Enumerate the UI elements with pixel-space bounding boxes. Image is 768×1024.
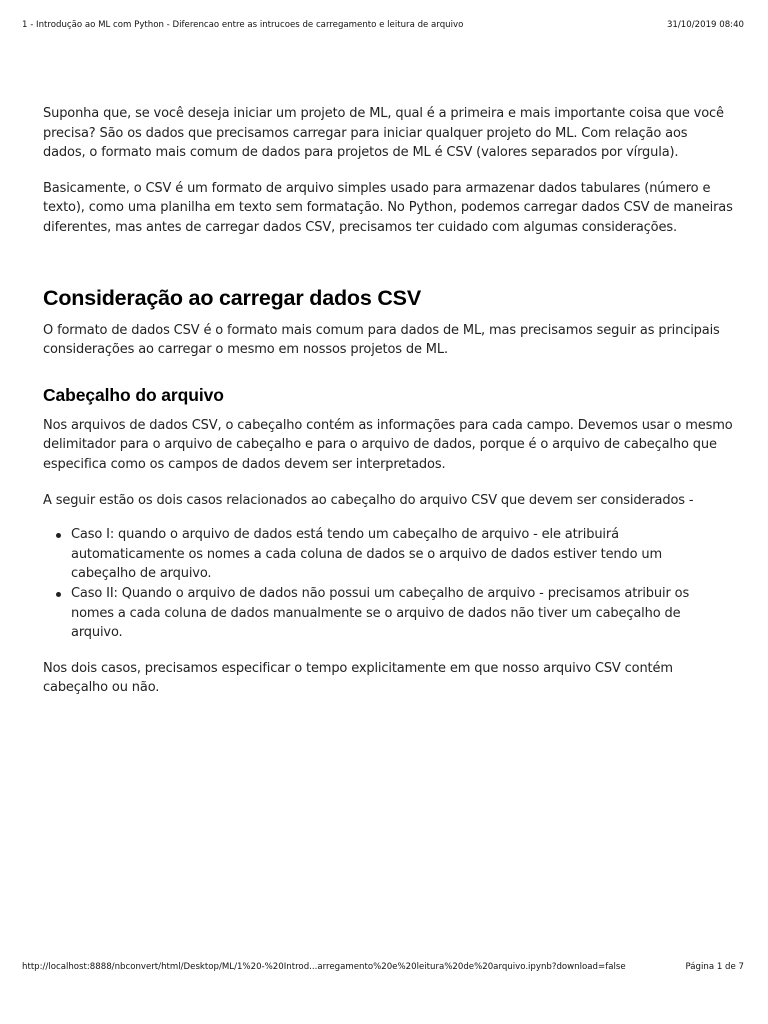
print-header: [22, 20, 744, 30]
subsection-heading: Cabeçalho do arquivo: [43, 384, 224, 405]
cases-list: [43, 525, 723, 643]
list-item: [71, 584, 723, 643]
section-heading: Consideração ao carregar dados CSV: [43, 285, 421, 310]
case-1-text: Caso I: quando o arquivo de dados está tendo um cabeçalho de arquivo - ele atribuirá automaticamente os nomes a cada coluna de dados se o arquivo de dados estiver tendo um cabeçalho de arquivo.: [71, 527, 663, 582]
bullet-icon: [56, 533, 61, 538]
bullet-icon: [56, 592, 61, 597]
print-footer: [22, 962, 744, 972]
cases-intro-paragraph: A seguir estão os dois casos relacionados ao cabeçalho do arquivo CSV que devem ser considerados -: [43, 492, 694, 508]
print-header-title: 1 - Introdução ao ML com Python - Diferencao entre as intrucoes de carregamento e leitura de arquivo: [22, 20, 464, 30]
print-footer-url: http://localhost:8888/nbconvert/html/Desktop/ML/1%20-%20Introd...arregamento%20e%20leitura%20de%20arquivo.ipynb?download=false: [22, 962, 626, 972]
notebook-content: [43, 104, 733, 698]
closing-paragraph: Nos dois casos, precisamos especificar o tempo explicitamente em que nosso arquivo CSV contém cabeçalho ou não.: [43, 660, 673, 696]
print-header-datetime: 31/10/2019 08:40: [666, 20, 744, 30]
intro-paragraph-1: Suponha que, se você deseja iniciar um projeto de ML, qual é a primeira e mais importante coisa que você precisa? São os dados que precisamos carregar para iniciar qualquer projeto do ML. Com relação aos dados, o formato mais comum de dados para projetos de ML é CSV (valores separados por vírgula).: [43, 106, 724, 161]
case-2-text: Caso II: Quando o arquivo de dados não possui um cabeçalho de arquivo - precisamos atribuir os nomes a cada coluna de dados manualmente se o arquivo de dados não tiver um cabeçalho de arquivo.: [71, 585, 690, 641]
intro-paragraph-2: Basicamente, o CSV é um formato de arquivo simples usado para armazenar dados tabulares (número e texto), como uma planilha em texto sem formatação. No Python, podemos carregar dados CSV de maneiras diferentes, mas antes de carregar dados CSV, precisamos ter cuidado com algumas considerações.: [43, 180, 733, 235]
section-paragraph: O formato de dados CSV é o formato mais comum para dados de ML, mas precisamos seguir as principais considerações ao carregar o mesmo em nossos projetos de ML.: [43, 322, 720, 358]
list-item: [71, 525, 723, 584]
page-indicator: Página 1 de 7: [685, 962, 744, 972]
header-paragraph: Nos arquivos de dados CSV, o cabeçalho contém as informações para cada campo. Devemos usar o mesmo delimitador para o arquivo de cabeçalho e para o arquivo de dados, porque é o arquivo de cabeçalho que especifica como os campos de dados devem ser interpretados.: [43, 417, 733, 472]
